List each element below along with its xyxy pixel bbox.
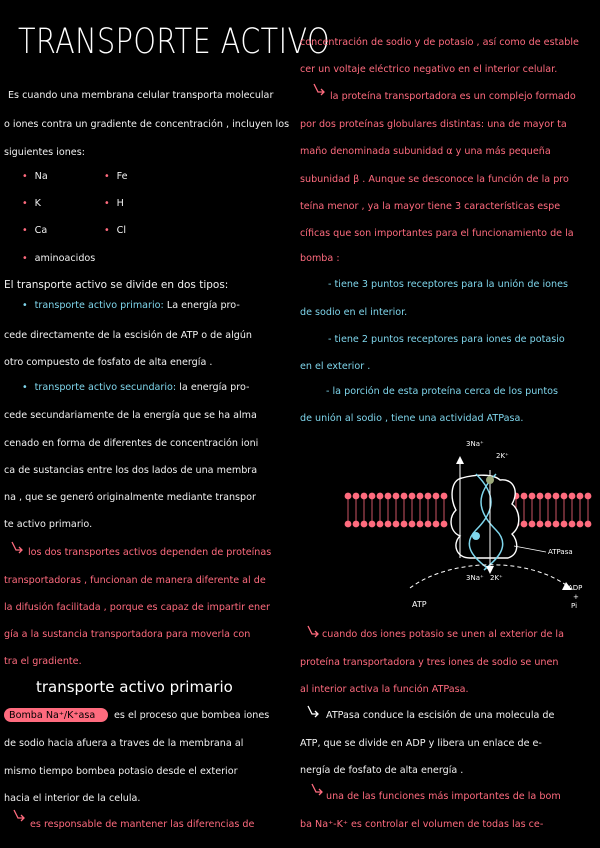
- lipid-head: [425, 521, 432, 528]
- lipid-head: [361, 493, 368, 500]
- secondary-line: te activo primario.: [4, 519, 93, 530]
- label-top-na: 3Na⁺: [466, 440, 484, 448]
- lipid-head: [353, 521, 360, 528]
- lipid-head: [377, 521, 384, 528]
- lipid-head: [537, 521, 544, 528]
- feature-line: - tiene 3 puntos receptores para la unión de iones: [328, 279, 568, 290]
- pump-line: es el proceso que bombea iones: [114, 710, 270, 721]
- primary-item: [22, 301, 240, 311]
- lipid-head: [377, 493, 384, 500]
- pump-line: de sodio hacia afuera a traves de la membrana al: [4, 738, 244, 749]
- feature-line: de unión al sodio , tiene una actividad ATPasa.: [300, 413, 524, 424]
- ion-na: • Na: [22, 172, 48, 182]
- secondary-line: cenado en forma de diferentes de concentración ioni: [4, 438, 259, 449]
- ion-fe: • Fe: [104, 172, 128, 182]
- lipid-head: [393, 493, 400, 500]
- right-bottom-line: cuando dos iones potasio se unen al exterior de la: [322, 629, 564, 640]
- lipid-head: [585, 521, 592, 528]
- intro-line: o iones contra un gradiente de concentración , incluyen los: [4, 119, 290, 130]
- lipid-head: [545, 493, 552, 500]
- pump-name: Bomba Na⁺/K⁺asa: [9, 710, 96, 721]
- page-title: TRANSPORTE ACTIVO: [18, 22, 331, 62]
- primary-line: otro compuesto de fosfato de alta energía .: [4, 357, 213, 368]
- arrow-icon: [312, 82, 326, 96]
- lipid-head: [425, 493, 432, 500]
- arrow-icon: [306, 624, 320, 638]
- right-bottom-text: ba Na⁺-K⁺ es controlar el volumen de todas las ce-: [300, 819, 544, 830]
- secondary-item: [22, 383, 250, 393]
- types-intro: El transporte activo se divide en dos tipos:: [4, 279, 229, 291]
- lipid-head: [553, 521, 560, 528]
- lipid-head: [441, 493, 448, 500]
- label-pi: Pi: [571, 602, 578, 610]
- primary-line: cede directamente de la escisión de ATP o de algún: [4, 330, 253, 341]
- lipid-head: [577, 493, 584, 500]
- protein-line: maño denominada subunidad α y una más pequeña: [300, 146, 551, 157]
- lipid-head: [569, 521, 576, 528]
- lipid-head: [569, 493, 576, 500]
- lipid-head: [385, 493, 392, 500]
- arrow-icon: [306, 704, 320, 718]
- right-top-line: concentración de sodio y de potasio , así como de estable: [300, 37, 579, 48]
- lipid-head: [401, 521, 408, 528]
- right-top-line: cer un voltaje eléctrico negativo en el interior celular.: [300, 64, 558, 75]
- lipid-head: [361, 521, 368, 528]
- lipid-head: [561, 521, 568, 528]
- lipid-head: [521, 493, 528, 500]
- note-line: tra el gradiente.: [4, 656, 82, 667]
- lipid-head: [345, 521, 352, 528]
- pump-line: mismo tiempo bombea potasio desde el exterior: [4, 766, 238, 777]
- label-bottom-na: 3Na⁺: [466, 574, 484, 582]
- note-line: transportadoras , funcionan de manera diferente al de: [4, 575, 266, 586]
- lipid-head: [553, 493, 560, 500]
- pump-illustration: [300, 440, 600, 620]
- lipid-head: [585, 493, 592, 500]
- intro-line: Es cuando una membrana celular transporta molecular: [8, 90, 274, 101]
- protein-line: cíficas que son importantes para el funcionamiento de la: [300, 228, 574, 239]
- lipid-head: [409, 521, 416, 528]
- lipid-head: [393, 521, 400, 528]
- lipid-head: [545, 521, 552, 528]
- label-plus: +: [573, 593, 579, 601]
- secondary-line: la energía pro-: [179, 382, 250, 393]
- protein-line: bomba :: [300, 253, 340, 264]
- feature-line: en el exterior .: [300, 361, 371, 372]
- pump-line: hacia el interior de la celula.: [4, 793, 141, 804]
- primary-line: La energía pro-: [166, 300, 240, 311]
- arrow-icon: [310, 782, 324, 796]
- label-atp: ATP: [412, 600, 427, 609]
- sodium-potassium-pump-diagram: [300, 440, 600, 620]
- lipid-head: [529, 493, 536, 500]
- intro-line: siguientes iones:: [4, 147, 85, 158]
- lipid-head: [345, 493, 352, 500]
- right-bottom-line: nergía de fosfato de alta energía .: [300, 765, 464, 776]
- responsible-line: es responsable de mantener las diferencias de: [30, 819, 255, 830]
- ion-aminoacidos: • aminoacidos: [22, 254, 95, 264]
- arrow-icon: [10, 540, 24, 554]
- primary-label: • transporte activo primario:: [22, 300, 164, 311]
- secondary-line: na , que se generó originalmente mediante transpor: [4, 492, 256, 503]
- right-bottom-line: al interior activa la función ATPasa.: [300, 684, 469, 695]
- lipid-head: [441, 521, 448, 528]
- lipid-head: [417, 521, 424, 528]
- label-top-k: 2K⁺: [496, 452, 509, 460]
- lipid-head: [521, 521, 528, 528]
- secondary-line: ca de sustancias entre los dos lados de una membra: [4, 465, 258, 476]
- secondary-line: cede secundariamente de la energía que se ha alma: [4, 410, 257, 421]
- protein-line: por dos proteínas globulares distintas: una de mayor ta: [300, 119, 567, 130]
- lipid-head: [529, 521, 536, 528]
- feature-line: - la porción de esta proteína cerca de los puntos: [326, 386, 559, 397]
- label-atpasa: ATPasa: [548, 548, 573, 556]
- feature-line: de sodio en el interior.: [300, 307, 408, 318]
- lipid-head: [401, 493, 408, 500]
- lipid-head: [577, 521, 584, 528]
- secondary-label: • transporte activo secundario:: [22, 382, 176, 393]
- lipid-head: [385, 521, 392, 528]
- ion-h: • H: [104, 199, 124, 209]
- lipid-head: [353, 493, 360, 500]
- protein-line: la proteína transportadora es un complejo formado: [330, 91, 576, 102]
- label-adp: ADP: [568, 584, 583, 592]
- lipid-head: [417, 493, 424, 500]
- note-line: gía a la sustancia transportadora para moverla con: [4, 629, 251, 640]
- ion-cl: • Cl: [104, 226, 126, 236]
- lipid-head: [537, 493, 544, 500]
- right-bottom-line: [300, 820, 543, 830]
- right-bottom-line: una de las funciones más importantes de la bom: [326, 791, 561, 802]
- section-subtitle: transporte activo primario: [36, 678, 233, 696]
- feature-line: - tiene 2 puntos receptores para iones de potasio: [328, 334, 565, 345]
- lipid-head: [433, 521, 440, 528]
- right-bottom-line: proteína transportadora y tres iones de sodio se unen: [300, 657, 559, 668]
- ion-k: • K: [22, 199, 41, 209]
- right-bottom-line: ATPasa conduce la escisión de una molecula de: [326, 710, 555, 721]
- lipid-head: [433, 493, 440, 500]
- lipid-head: [561, 493, 568, 500]
- lipid-head: [369, 521, 376, 528]
- right-bottom-line: ATP, que se divide en ADP y libera un enlace de e-: [300, 738, 542, 749]
- arrow-icon: [12, 808, 26, 822]
- ion-ca: • Ca: [22, 226, 47, 236]
- note-line: la difusión facilitada , porque es capaz de impartir ener: [4, 602, 270, 613]
- label-bottom-k: 2K⁺: [490, 574, 503, 582]
- lipid-head: [369, 493, 376, 500]
- protein-line: subunidad β . Aunque se desconoce la función de la pro: [300, 174, 569, 185]
- protein-line: teína menor , ya la mayor tiene 3 características espe: [300, 201, 561, 212]
- note-line: los dos transportes activos dependen de proteínas: [28, 547, 272, 558]
- lipid-head: [409, 493, 416, 500]
